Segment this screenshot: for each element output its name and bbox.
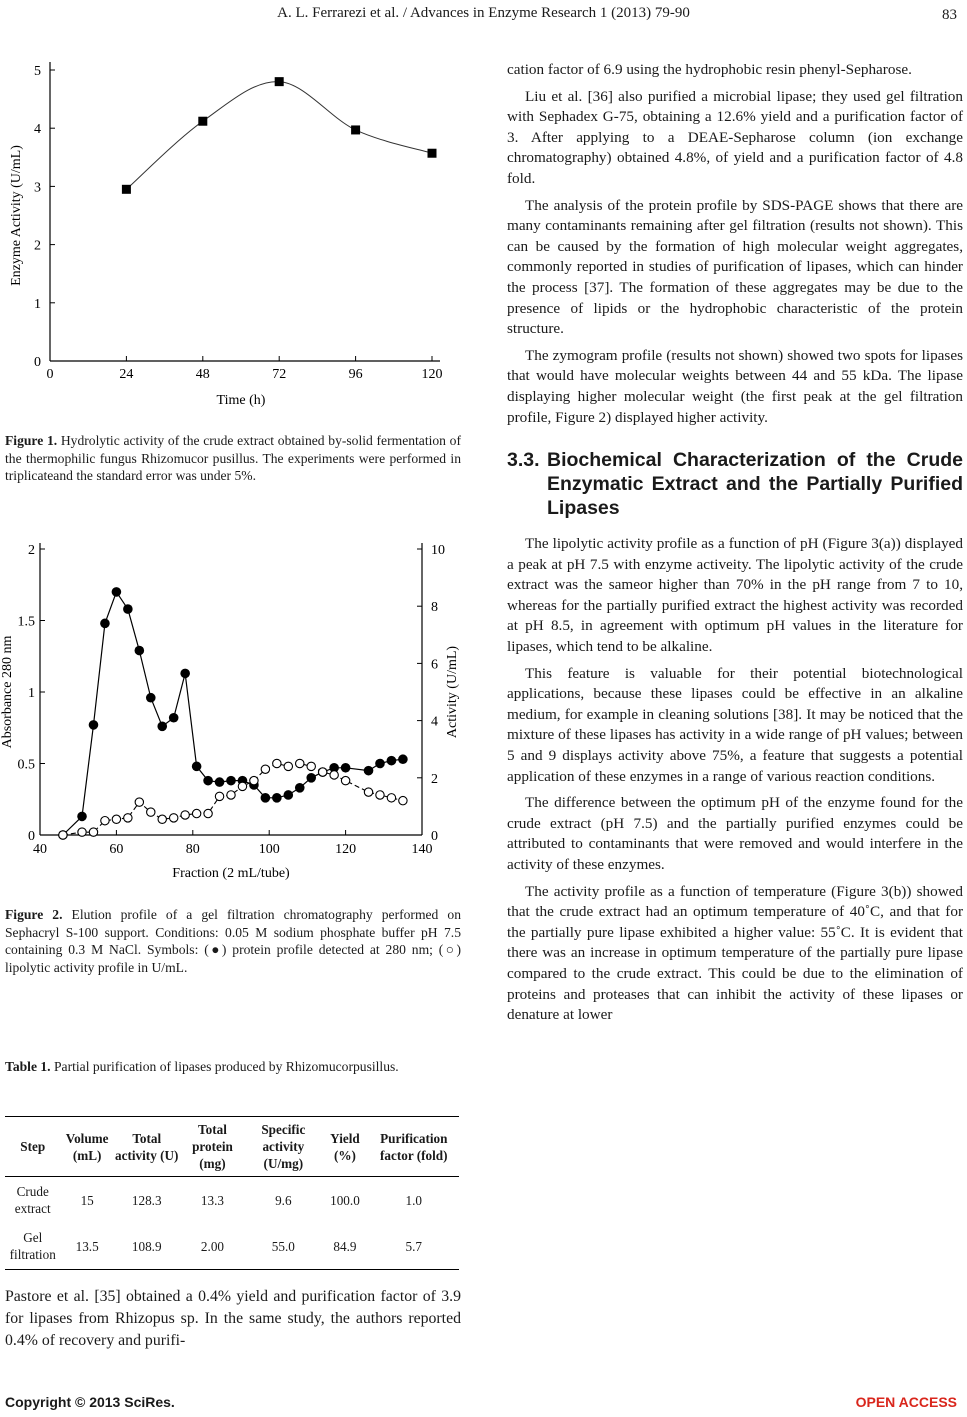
figure-1-caption-text: Hydrolytic activity of the crude extract obtained by-solid fermentation of the thermophilic fungus Rhizomucor pusillus. The experiments were performed in triplicateand the standard error was under 5%. (5, 433, 461, 483)
x-tick-label: 96 (348, 367, 363, 382)
activity-data-point (318, 768, 326, 776)
right-y-tick-label: 6 (431, 657, 438, 673)
protein-data-point (261, 793, 271, 803)
activity-data-point (387, 794, 395, 802)
x-tick-label: 60 (109, 842, 124, 857)
figure-2-chart (0, 535, 465, 900)
activity-data-point (78, 828, 86, 836)
data-point-square (428, 149, 437, 158)
activity-data-point (124, 814, 132, 822)
x-tick-label: 120 (335, 842, 357, 857)
activity-data-point (284, 762, 292, 770)
data-point-square (122, 185, 131, 194)
protein-data-point (215, 777, 225, 787)
protein-data-point (226, 776, 236, 786)
x-tick-label: 24 (119, 367, 134, 382)
activity-data-point (170, 814, 178, 822)
left-y-tick-label: 0.5 (17, 757, 35, 773)
protein-data-point (341, 763, 351, 773)
table-cell: 5.7 (405, 1238, 423, 1254)
activity-data-point (101, 817, 109, 825)
table-header-cell: Specific activity (U/mg) (261, 1122, 306, 1171)
table-header-cell: Yield (%) (330, 1130, 360, 1163)
y-tick-label: 1 (34, 296, 41, 312)
left-y-axis-title: Absorbance 280 nm (0, 635, 15, 749)
table-1-caption (5, 1058, 461, 1076)
activity-data-point (330, 771, 338, 779)
left-y-tick-label: 0 (28, 829, 35, 844)
data-point-square (275, 77, 284, 86)
figure-1-caption (5, 432, 461, 485)
data-point-square (351, 125, 360, 134)
table-cell: Gel filtration (9, 1230, 56, 1262)
right-y-tick-label: 0 (431, 829, 438, 844)
left-body-text (5, 1286, 461, 1358)
x-tick-label: 48 (195, 367, 210, 382)
table-cell: 15 (80, 1192, 94, 1208)
protein-data-point (398, 754, 408, 764)
protein-data-point (169, 713, 179, 723)
protein-data-point (284, 790, 294, 800)
table-cell: 100.0 (330, 1192, 360, 1208)
protein-data-point (272, 793, 282, 803)
table-1 (5, 1116, 459, 1270)
figure-2-label: Figure 2. (5, 907, 63, 922)
y-tick-label: 4 (34, 122, 41, 138)
table-cell: 13.5 (75, 1238, 99, 1254)
protein-data-point (192, 762, 202, 772)
section-title: Biochemical Characterization of the Crude Enzymatic Extract and the Partially Purified Lipases (547, 449, 963, 520)
protein-data-point (387, 756, 397, 766)
table-cell: 13.3 (200, 1192, 224, 1208)
table-cell: Crude extract (14, 1184, 51, 1216)
x-tick-label: 80 (185, 842, 200, 857)
table-header-cell: Purification factor (fold) (380, 1130, 448, 1163)
activity-data-point (181, 811, 189, 819)
figure-2-caption (5, 906, 461, 976)
figure-2-caption-text: Elution profile of a gel filtration chromatography performed on Sephacryl S-100 support. Conditions: 0.05 M sodium phosphate buffer pH 7.5 containing 0.3 M NaCl. Symbols: (●) protein profile detected at 280 nm; (○) lipolytic activity profile in U/mL. (5, 907, 461, 975)
table-cell: 55.0 (271, 1238, 295, 1254)
table-cell: 128.3 (131, 1192, 162, 1208)
table-header-cell: Volume (mL) (65, 1130, 109, 1163)
activity-data-point (250, 776, 258, 784)
left-y-tick-label: 2 (28, 543, 35, 558)
table-header-cell: Total activity (U) (115, 1130, 179, 1163)
protein-data-point (100, 619, 110, 629)
table-1-caption-text: Partial purification of lipases produced by Rhizomucorpusillus. (50, 1059, 399, 1074)
protein-data-point (112, 587, 122, 597)
activity-data-point (341, 776, 349, 784)
data-point-square (198, 117, 207, 126)
page-number: 83 (942, 7, 957, 23)
x-tick-label: 120 (421, 367, 443, 382)
paragraph: Pastore et al. [35] obtained a 0.4% yield and purification factor of 3.9 for lipases from Rhizopus sp. In the same study, the authors reported 0.4% of recovery and purifi- (5, 1288, 461, 1349)
series-line (126, 82, 432, 190)
activity-data-point (364, 788, 372, 796)
protein-data-point (157, 722, 167, 732)
activity-data-point (204, 809, 212, 817)
protein-data-point (135, 646, 145, 656)
y-tick-label: 3 (34, 180, 41, 196)
activity-data-point (158, 815, 166, 823)
x-tick-label: 72 (272, 367, 287, 382)
right-y-tick-label: 10 (431, 543, 445, 558)
activity-data-point (59, 831, 67, 839)
activity-data-point (307, 762, 315, 770)
activity-data-point (215, 792, 223, 800)
paragraph: The analysis of the protein profile by SDS-PAGE shows that there are many contaminants remaining after gel filtration (results not shown). This can be caused by the formation of high molecular weight aggregates, commonly reported in studies of purification of lipases, which can hinder the process [37]. The formation of these aggregates may be due to the presence of lipids or the hydrophobic characteristic of the protein structure. (507, 196, 963, 338)
activity-data-point (227, 791, 235, 799)
protein-data-point (89, 720, 99, 730)
figure-1-chart (0, 55, 465, 415)
table-row (5, 1223, 459, 1270)
activity-data-point (273, 759, 281, 767)
copyright: Copyright © 2013 SciRes. (5, 1394, 175, 1410)
page-header (0, 3, 967, 27)
table-header-row (5, 1117, 459, 1177)
x-axis-title: Fraction (2 mL/tube) (172, 866, 290, 881)
left-y-tick-label: 1 (28, 686, 35, 701)
right-y-tick-label: 8 (431, 600, 438, 616)
table-row (5, 1177, 459, 1224)
y-axis-title: Enzyme Activity (U/mL) (9, 145, 24, 286)
figure-1-label: Figure 1. (5, 433, 58, 448)
activity-data-point (399, 796, 407, 804)
protein-data-point (146, 693, 156, 703)
x-tick-label: 0 (46, 367, 54, 382)
paragraph: cation factor of 6.9 using the hydrophobic resin phenyl-Sepharose. (507, 61, 912, 78)
y-tick-label: 5 (34, 64, 41, 79)
table-cell: 9.6 (275, 1192, 292, 1208)
y-tick-label: 0 (34, 355, 41, 370)
activity-data-point (376, 791, 384, 799)
paragraph: Liu et al. [36] also purified a microbial lipase; they used gel filtration with Sephadex G-75, obtaining a 12.6% yield and a purification factor of 3. After applying to a DEAE-Sepharose column (ion exchange chromatography) obtained 4.8%, of yield and a purification factor of 4.8 fold. (507, 87, 963, 187)
activity-data-point (112, 815, 120, 823)
table-header-cell: Total protein (mg) (192, 1122, 233, 1171)
activity-data-point (89, 828, 97, 836)
protein-data-point (77, 812, 87, 822)
y-tick-label: 2 (34, 238, 41, 254)
activity-data-point (296, 759, 304, 767)
right-y-tick-label: 4 (431, 714, 438, 730)
table-cell: 84.9 (333, 1238, 357, 1254)
activity-data-point (238, 782, 246, 790)
x-axis-title: Time (h) (216, 393, 266, 408)
table-1-label: Table 1. (5, 1059, 51, 1074)
right-y-tick-label: 2 (431, 771, 438, 787)
table-cell: 1.0 (405, 1192, 423, 1208)
protein-data-point (375, 759, 385, 769)
protein-data-point (364, 766, 374, 776)
protein-data-point (180, 669, 190, 679)
activity-data-point (192, 809, 200, 817)
section-heading (507, 448, 963, 520)
right-y-axis-title: Activity (U/mL) (445, 645, 460, 739)
x-tick-label: 100 (258, 842, 280, 857)
protein-data-point (123, 604, 133, 614)
activity-data-point (135, 798, 143, 806)
x-tick-label: 140 (411, 842, 433, 857)
protein-data-point (306, 773, 316, 783)
activity-data-point (147, 808, 155, 816)
open-access-label: OPEN ACCESS (855, 1394, 957, 1410)
left-y-tick-label: 1.5 (17, 614, 35, 630)
section-number: 3.3. (507, 449, 540, 472)
right-column (507, 60, 963, 1032)
running-title: A. L. Ferrarezi et al. / Advances in Enzyme Research 1 (2013) 79-90 (277, 5, 690, 21)
paragraph: The zymogram profile (results not shown) showed two spots for lipases that would have molecular weights between 44 and 55 kDa. The lipase displaying higher molecular weight (the first peak at the gel filtration profile, Figure 2) displayed higher activity. (507, 346, 963, 426)
paragraph: The difference between the optimum pH of the enzyme found for the crude extract (pH 7.5) and the partially purified enzymes could be attributed to contaminants that were removed and would interfere in the activity of these enzymes. (507, 794, 963, 873)
table-header-cell: Step (20, 1139, 46, 1154)
table-cell: 108.9 (131, 1238, 162, 1254)
protein-data-point (295, 783, 305, 793)
x-tick-label: 40 (33, 842, 47, 857)
table-cell: 2.00 (200, 1238, 224, 1254)
protein-data-point (203, 776, 213, 786)
paragraph: This feature is valuable for their potential biotechnological applications, because these lipases could be effective in an alkaline medium, for example in cleaning solutions [38]. It may be noticed that the mixture of these lipases has activity in a wide range of pH values; between 5 and 9 displays activity above 75%, a feature that suggests a potential application of these enzymes in a range of various reaction conditions. (507, 664, 963, 785)
paragraph: The lipolytic activity profile as a function of pH (Figure 3(a)) displayed a peak at pH 7.5 with enzyme activeity. The lipolytic activity of the crude extract was the sameor higher than 70% in the pH range from 7 to 10, whereas for the partially purified extract the highest activity was recorded at pH 8.5, in agreement with optimum pH values in the literature for lipases, which tend to be alkaline. (507, 535, 963, 656)
paragraph: The activity profile as a function of temperature (Figure 3(b)) showed that the crude extract had an optimum temperature of 40˚C, and that for the partially pure lipase exhibited a higher value: 55˚C. It is evident that there was an increase in optimum temperature of the partially pure lipase compared to the crude extract. This could be due to the elimination of proteins and proteases that can inhibit the activity of these lipases or denature at lower (507, 882, 963, 1024)
activity-data-point (261, 765, 269, 773)
